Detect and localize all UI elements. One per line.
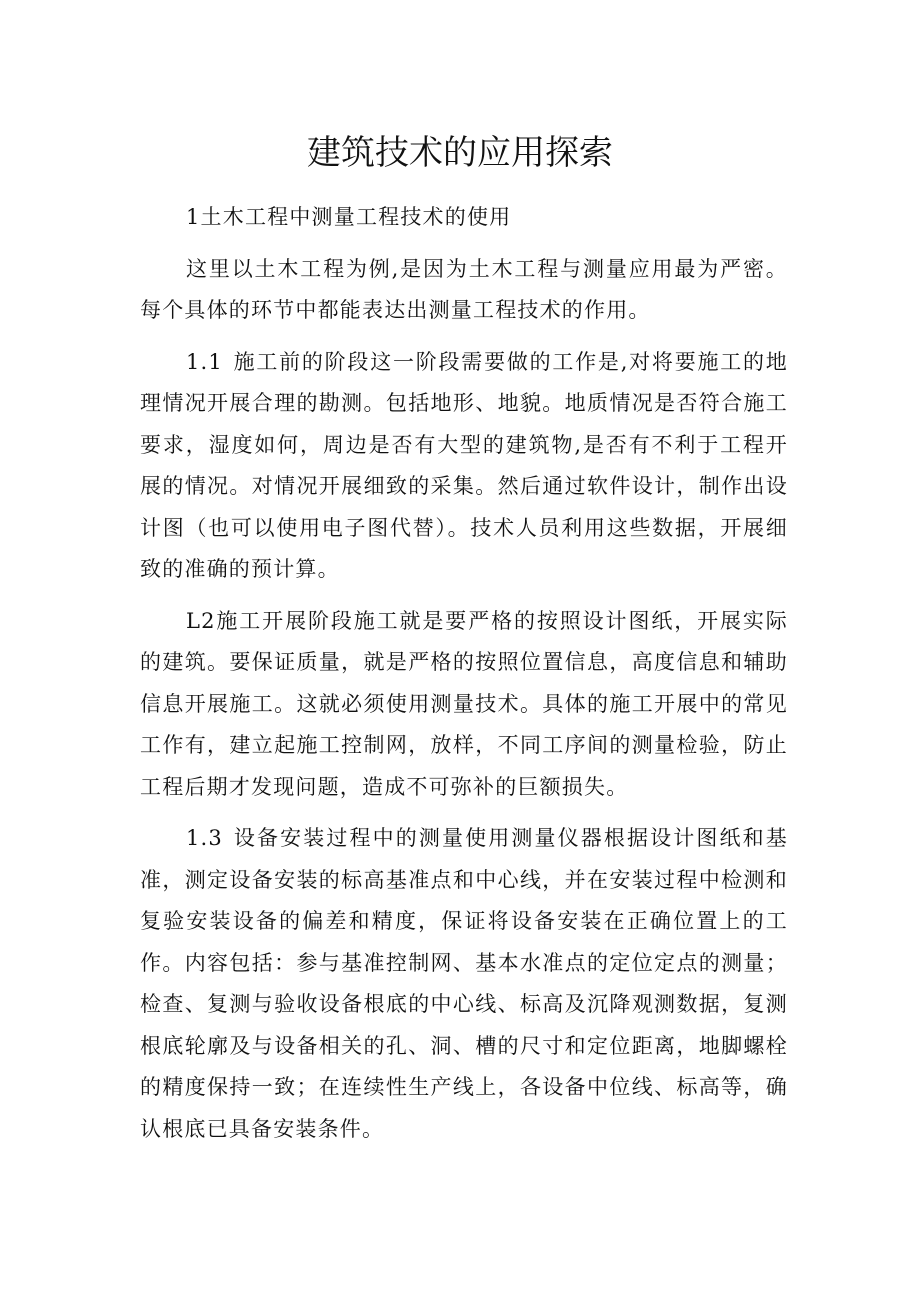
section-number: 1.1 [186,349,223,374]
paragraph-text: 这里以土木工程为例,是因为土木工程与测量应用最为严密。每个具体的环节中都能表达出测量工程技术的作用。 [140,256,788,322]
paragraph-text: L2施工开展阶段施工就是要严格的按照设计图纸，开展实际的建筑。要保证质量，就是严格的按照位置信息，高度信息和辅助信息开展施工。这就必须使用测量技术。具体的施工开展中的常见工作有，建立起施工控制网，放样，不同工序间的测量检验，防止工程后期才发现问题，造成不可弥补的巨额损失。 [140,608,788,799]
paragraph-text: 施工前的阶段这一阶段需要做的工作是,对将要施工的地理情况开展合理的勘测。包括地形、地貌。地质情况是否符合施工要求，湿度如何，周边是否有大型的建筑物,是否有不利于工程开展的情况。对情况开展细致的采集。然后通过软件设计，制作出设计图（也可以使用电子图代替）。技术人员利用这些数据，开展细致的准确的预计算。 [140,349,788,581]
paragraph-text: 1土木工程中测量工程技术的使用 [186,205,512,229]
section-number: 1.3 [186,826,223,850]
paragraph-section-1-heading [140,197,788,239]
paragraph-1-3 [140,818,788,1150]
document-title: 建筑技术的应用探索 [307,133,613,173]
paragraph-1-2 [140,601,788,809]
paragraph-1-1 [140,342,788,591]
document-body [140,197,788,1160]
paragraph-intro [140,249,788,332]
paragraph-text: 设备安装过程中的测量使用测量仪器根据设计图纸和基准，测定设备安装的标高基准点和中心线，并在安装过程中检测和复验安装设备的偏差和精度，保证将设备安装在正确位置上的工作。内容包括：参与基准控制网、基本水准点的定位定点的测量；检查、复测与验收设备根底的中心线、标高及沉降观测数据，复测根底轮廓及与设备相关的孔、洞、槽的尺寸和定位距离，地脚螺栓的精度保持一致；在连续性生产线上，各设备中位线、标高等，确认根底已具备安装条件。 [140,826,788,1141]
